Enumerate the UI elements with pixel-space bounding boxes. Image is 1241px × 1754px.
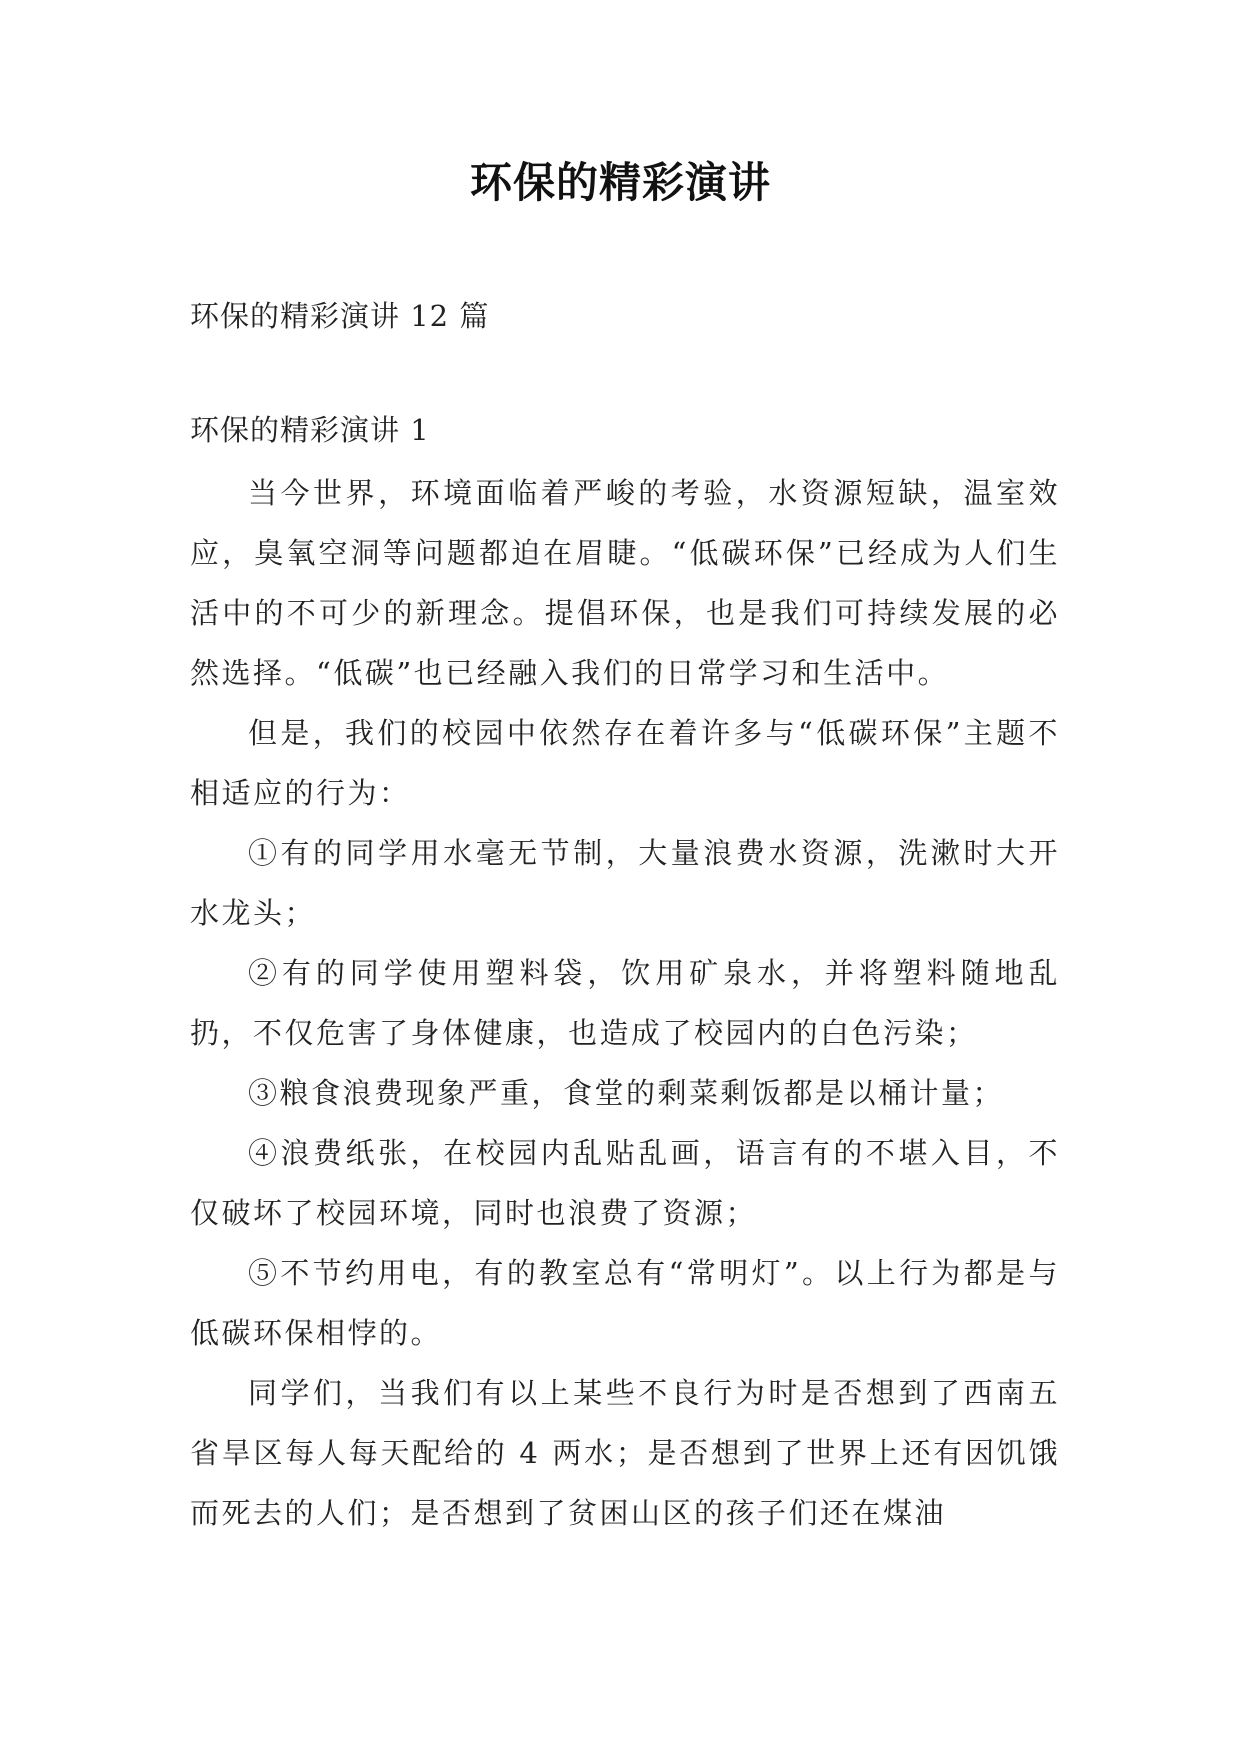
- paragraph: 同学们，当我们有以上某些不良行为时是否想到了西南五省旱区每人每天配给的 4 两水；是否想到了世界上还有因饥饿而死去的人们；是否想到了贫困山区的孩子们还在煤油: [190, 1376, 1060, 1530]
- paragraph: 当今世界，环境面临着严峻的考验，水资源短缺，温室效应，臭氧空洞等问题都迫在眉睫。“低碳环保”已经成为人们生活中的不可少的新理念。提倡环保，也是我们可持续发展的必然选择。“低碳”也已经融入我们的日常学习和生活中。: [190, 476, 1060, 690]
- paragraph: ④浪费纸张，在校园内乱贴乱画，语言有的不堪入目，不仅破坏了校园环境，同时也浪费了资源；: [190, 1136, 1060, 1230]
- section-heading: 环保的精彩演讲 1: [190, 413, 430, 447]
- document-subtitle: 环保的精彩演讲 12 篇: [190, 299, 490, 333]
- paragraph: 但是，我们的校园中依然存在着许多与“低碳环保”主题不相适应的行为：: [190, 716, 1060, 810]
- paragraph: ②有的同学使用塑料袋，饮用矿泉水，并将塑料随地乱扔，不仅危害了身体健康，也造成了校园内的白色污染；: [190, 956, 1060, 1050]
- paragraph: ⑤不节约用电，有的教室总有“常明灯”。以上行为都是与低碳环保相悖的。: [190, 1256, 1060, 1350]
- paragraph: ①有的同学用水毫无节制，大量浪费水资源，洗漱时大开水龙头；: [190, 836, 1060, 930]
- body-text: [190, 463, 1060, 1543]
- paragraph: ③粮食浪费现象严重，食堂的剩菜剩饭都是以桶计量；: [248, 1076, 1005, 1110]
- document-title: 环保的精彩演讲: [469, 158, 771, 207]
